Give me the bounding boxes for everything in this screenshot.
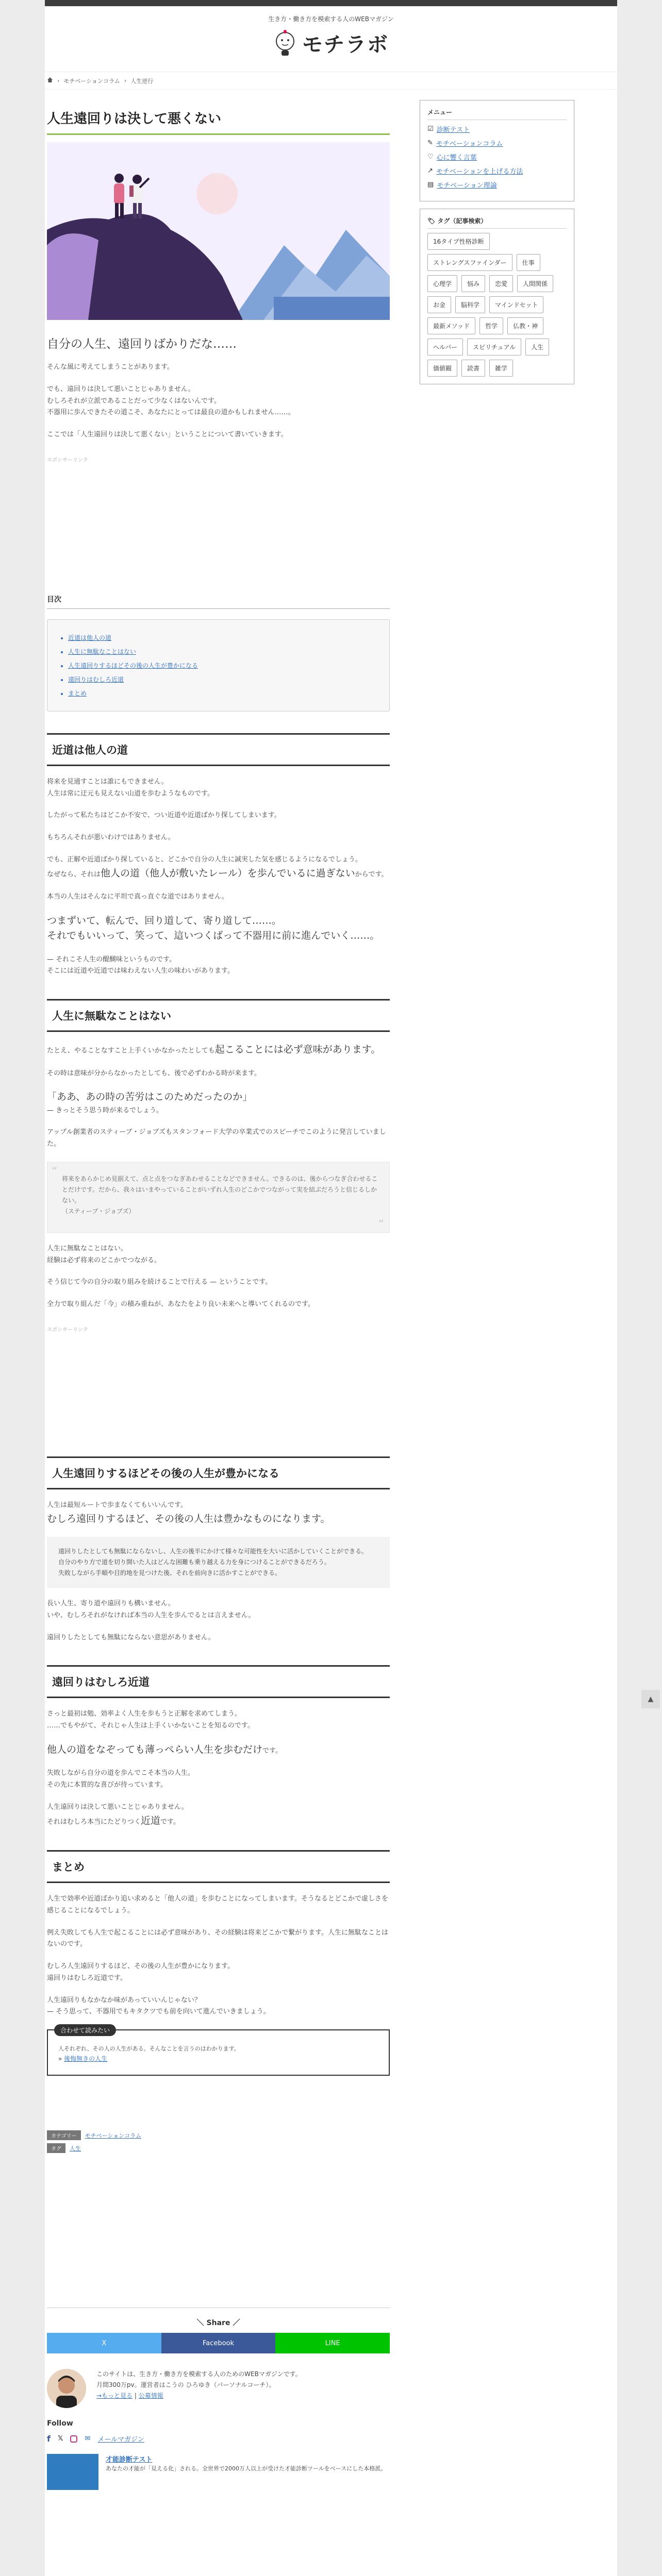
- x-icon[interactable]: 𝕏: [57, 2435, 63, 2443]
- logo-mascot-icon: [273, 30, 297, 57]
- emphasis-text: むしろ遠回りするほど、その後の人生は豊かなものになります。: [47, 1513, 330, 1524]
- paragraph: むしろ人生遠回りするほど、その後の人生が豊かになります。 遠回りはむしろ近道です。: [47, 1962, 234, 1982]
- paragraph: なぜなら、それは他人の道（他人が敷いたレール）を歩んでいるに過ぎないからです。: [47, 867, 388, 879]
- pencil-icon: ✎: [427, 139, 433, 147]
- tag-icon: 🏷: [427, 217, 436, 225]
- double-arrow-icon: »: [58, 2055, 62, 2063]
- paragraph: 人生で効率や近道ばかり追い求めると「他人の道」を歩むことになってしまいます。そうなるとどこかで虚しさを感じることになるでしょう。: [47, 1895, 388, 1914]
- quote-open-icon: “: [52, 1165, 58, 1178]
- tag-chip[interactable]: 人生: [525, 338, 549, 355]
- paragraph: 失敗しながら自分の道を歩んでこそ本当の人生。 その先に本質的な喜びが待っています。: [47, 1769, 195, 1789]
- tag-chip[interactable]: 脳科学: [455, 296, 485, 313]
- paragraph: もちろんそれが悪いわけではありません。: [47, 834, 175, 841]
- toc-item[interactable]: • 人生に無駄なことはない: [68, 647, 377, 656]
- paragraph: たとえ、やることなすこと上手くいかなかったとしても起こることには必ず意味があります。: [47, 1044, 381, 1056]
- emphasis-text: 「ああ、あの時の苦労はこのためだったのか」: [47, 1091, 253, 1103]
- note-box: 遠回りしたとしても無駄にならないし、人生の後半にかけて様々な可能性を大いに活かしていくことができる。 自分のやり方で道を切り開いた人はどんな困難も乗り越える力を身につけることができるだろう。 失敗しながら手順や目的地を見つけた後、それを前向きに活かすことができる。: [47, 1537, 390, 1588]
- tag-chip[interactable]: 16タイプ性格診断: [427, 233, 490, 250]
- section-heading: 近道は他人の道: [47, 733, 390, 766]
- blockquote: “ 将来をあらかじめ見据えて、点と点をつなぎあわせることなどできません。できるのは、後からつなぎ合わせることだけです。だから、我々はいまやっていることがいずれ人生のどこかでつながって実を結ぶだろうと信じるしかない。 （スティーブ・ジョブズ） ”: [47, 1162, 390, 1233]
- tag-chip[interactable]: 雑学: [489, 360, 513, 377]
- intro-p1: そんな風に考えてしまうことがあります。: [47, 363, 174, 371]
- quote-close-icon: ”: [378, 1218, 384, 1231]
- category-link[interactable]: モチベーションコラム: [85, 2132, 142, 2139]
- share-line-button[interactable]: LINE: [275, 2333, 390, 2353]
- toc-item[interactable]: • 近道は他人の道: [68, 633, 377, 642]
- paragraph: 全力で取り組んだ「今」の積み重ねが、あなたをより良い未来へと導いてくれるのです。: [47, 1300, 315, 1309]
- site-logo[interactable]: [45, 28, 617, 58]
- tag-chip[interactable]: 恋愛: [489, 275, 513, 292]
- toc-item[interactable]: • 遠回りはむしろ近道: [68, 675, 377, 684]
- sidebar-item[interactable]: ↗ モチベーションを上げる方法: [427, 167, 523, 176]
- logo-text: モチラボ: [302, 32, 389, 57]
- sidebar-tags: [420, 209, 574, 384]
- site-tagline: 生き方・働き方を模索する人のWEBマガジン: [268, 15, 394, 23]
- section-heading: 人生遠回りするほどその後の人生が豊かになる: [47, 1456, 390, 1489]
- arrow-icon: ↗: [427, 167, 433, 175]
- tag-chip[interactable]: 価値観: [427, 360, 457, 377]
- book-icon: ▤: [427, 181, 434, 189]
- paragraph: 人生遠回りは決して悪いことじゃありません。 それはむしろ本当にたどりつく近道です。: [47, 1803, 188, 1826]
- author-profile: このサイトは、生き方・働き方を模索する人のためのWEBマガジンです。 月間300万pv。運営者はこうの ひろゆき（パーソナルコーチ）。 →もっと見る | 公募情報: [47, 2369, 390, 2408]
- profile-info-link[interactable]: 公募情報: [138, 2392, 163, 2400]
- home-icon[interactable]: [47, 77, 53, 84]
- sidebar-item[interactable]: ☑ 診断テスト: [427, 125, 470, 134]
- tag-chip[interactable]: お金: [427, 296, 451, 313]
- toc-item[interactable]: • 人生遠回りするほどその後の人生が豊かになる: [68, 661, 377, 670]
- toc: [47, 619, 390, 711]
- profile-text: 月間300万pv。運営者はこうの ひろゆき（パーソナルコーチ）。: [96, 2381, 275, 2389]
- page: [45, 0, 617, 2576]
- related-link-card: 合わせて読みたい 人それぞれ、その人の人生がある。そんなことを言うのはわかります。 » 後悔無きの人生: [47, 2029, 390, 2076]
- scroll-to-top-button[interactable]: [641, 1690, 660, 1708]
- paragraph: 長い人生、寄り道や遠回りも構いません。 いや、むしろそれがなければ本当の人生を歩んでるとは言えません。: [47, 1600, 255, 1619]
- ad-space: [47, 463, 390, 587]
- tag-chip[interactable]: 哲学: [479, 317, 503, 334]
- mail-magazine-link[interactable]: メールマガジン: [97, 2436, 144, 2444]
- paragraph: — それこそ人生の醍醐味というものです。 そこには近道や近道では味わえない人生の味わいがあります。: [47, 955, 234, 975]
- tag-chip[interactable]: 悩み: [461, 275, 485, 292]
- eyecatch-image: [47, 142, 390, 320]
- section-heading: 人生に無駄なことはない: [47, 999, 390, 1032]
- share-slash-right-icon: ／: [233, 2319, 240, 2328]
- share-slash-left-icon: ＼: [196, 2319, 204, 2328]
- share-title: ＼ Share ／: [47, 2308, 390, 2328]
- profile-text: このサイトは、生き方・働き方を模索する人のためのWEBマガジンです。: [96, 2370, 302, 2378]
- tag-chip[interactable]: 人間関係: [517, 275, 553, 292]
- heart-icon: ♡: [427, 153, 434, 161]
- related-label: 合わせて読みたい: [54, 2024, 116, 2036]
- tag-chip[interactable]: 仏教・神: [507, 317, 543, 334]
- paragraph: でも、正解や近道ばかり探していると、どこかで自分の人生に誠実した気を感じるようになるでしょう。: [47, 855, 362, 863]
- ad-label: スポンサーリンク: [47, 1327, 88, 1333]
- check-icon: ☑: [427, 125, 434, 133]
- paragraph: その時は意味が分からなかったとしても、後で必ずわかる時が来ます。: [47, 1069, 261, 1077]
- sidebar-item[interactable]: ♡ 心に響く言葉: [427, 153, 477, 162]
- paragraph: 人生遠回りもなかなか味があっていいんじゃない？ — そう思って、不器用でもキタクツでも前を向いて進んでいきましょう。: [47, 1996, 270, 2016]
- share-x-button[interactable]: X: [47, 2333, 161, 2353]
- paragraph: 他人の道をなぞっても薄っぺらい人生を歩むだけです。: [47, 1743, 282, 1755]
- section-heading: まとめ: [47, 1850, 390, 1883]
- tag-chip[interactable]: 最新メソッド: [427, 317, 475, 334]
- article-title: 人生遠回りは決して悪くない: [47, 108, 390, 135]
- sidebar: [420, 90, 574, 2490]
- follow-icons: [47, 2434, 390, 2444]
- toc-title: 目次: [47, 594, 390, 609]
- breadcrumb-category[interactable]: モチベーションコラム: [63, 77, 120, 84]
- paragraph: さっと最初は勉、効率よく人生を歩もうと正解を求めてしまう。 ……でもやがて、それじゃ人生は上手くいかないことを知るのです。: [47, 1710, 254, 1730]
- share-buttons: [47, 2333, 390, 2353]
- intro-p3: ここでは「人生遠回りは決して悪くない」ということについて書いていきます。: [47, 431, 288, 438]
- breadcrumb-current: 人生逆行: [130, 77, 154, 84]
- avatar: [47, 2369, 86, 2408]
- paragraph: そう信じて今の自分の取り組みを続けることで行える — ということです。: [47, 1278, 272, 1286]
- tag-chip[interactable]: 心理学: [427, 275, 457, 292]
- paragraph: 人生に無駄なことはない。 経験は必ず将来のどこかでつながる。: [47, 1244, 161, 1264]
- paragraph: アップル創業者のスティーブ・ジョブズもスタンフォード大学の卒業式でのスピーチでこのように発言していました。: [47, 1128, 386, 1148]
- paragraph: 遠回りしたとしても無駄にならない意思がありません。: [47, 1633, 215, 1641]
- profile-more-link[interactable]: →もっと見る: [96, 2392, 133, 2400]
- tag-chip[interactable]: 仕事: [517, 254, 540, 271]
- sidebar-menu: [420, 100, 574, 201]
- paragraph: 例え失敗しても人生で起こることには必ず意味があり、その経験は将来どこかで繋がります。人生に無駄なことはないのです。: [47, 1928, 388, 1948]
- article-main: [47, 90, 390, 2490]
- tag-chip[interactable]: スピリチュアル: [467, 338, 521, 355]
- article-lead: 自分の人生、遠回りばかりだな……: [47, 337, 237, 351]
- emphasis-text: つまずいて、転んで、回り道して、寄り道して……。 それでもいいって、笑って、這いつくばって不器用に前に進んでいく……。: [47, 914, 380, 942]
- related-link[interactable]: 後悔無きの人生: [64, 2055, 108, 2063]
- paragraph: — きっとそう思う時が来るでしょう。: [47, 1106, 163, 1114]
- sidebar-menu-title: メニュー: [427, 108, 567, 120]
- breadcrumb: › モチベーションコラム › 人生逆行: [45, 72, 617, 90]
- sidebar-item[interactable]: ✎ モチベーションコラム: [427, 139, 503, 148]
- tag-chip[interactable]: ヘルパー: [427, 338, 463, 355]
- mail-icon[interactable]: ✉: [85, 2435, 91, 2443]
- instagram-icon[interactable]: [70, 2435, 77, 2443]
- paragraph: 人生は最短ルートで歩まなくてもいいんです。: [47, 1501, 187, 1509]
- tag-chip[interactable]: マインドセット: [489, 296, 543, 313]
- tag-meta: タグ 人生: [47, 2143, 390, 2153]
- related-thumbnail: [47, 2454, 98, 2490]
- paragraph: したがって私たちはどこか不安で、つい近道や近道ばかり探してしまいます。: [47, 811, 281, 820]
- intro-p2: でも、遠回りは決して悪いことじゃありません。 むしろそれが立派であることだって少なくはないんです。 不器用に歩んできたその道こそ、あなたにとっては最良の道かもしれません……。: [47, 385, 295, 417]
- share-facebook-button[interactable]: Facebook: [161, 2333, 276, 2353]
- follow-title: Follow: [47, 2419, 73, 2428]
- tag-chip[interactable]: 読書: [461, 360, 485, 377]
- paragraph: 本当の人生はそんなに平坦で真っ直ぐな道ではありません。: [47, 892, 228, 901]
- tag-link[interactable]: 人生: [70, 2145, 81, 2152]
- toc-item[interactable]: • まとめ: [68, 689, 377, 698]
- facebook-icon[interactable]: f: [47, 2434, 51, 2444]
- related-title[interactable]: 才能診断テスト: [106, 2456, 153, 2464]
- paragraph: 将来を見通すことは誰にもできません。 人生は常に迂元も見えない山道を歩むようなものです。: [47, 777, 214, 798]
- tag-chip[interactable]: ストレングスファインダー: [427, 254, 512, 271]
- related-post[interactable]: 才能診断テスト あなたの才能が「見える化」される。全世界で2000万人以上が受けた才能診断ツールをベースにした本格派。: [47, 2454, 390, 2490]
- top-bar: [45, 0, 617, 6]
- site-header: [45, 6, 617, 72]
- category-meta: カテゴリー モチベーションコラム: [47, 2130, 390, 2140]
- ad-space: [47, 1333, 390, 1451]
- ad-label: スポンサーリンク: [47, 457, 88, 463]
- chevron-up-icon: ▲: [648, 1695, 654, 1703]
- sidebar-tags-title: 🏷 タグ（記事検索）: [427, 216, 567, 229]
- section-heading: 遠回りはむしろ近道: [47, 1665, 390, 1698]
- sidebar-item[interactable]: ▤ モチベーション理論: [427, 181, 497, 190]
